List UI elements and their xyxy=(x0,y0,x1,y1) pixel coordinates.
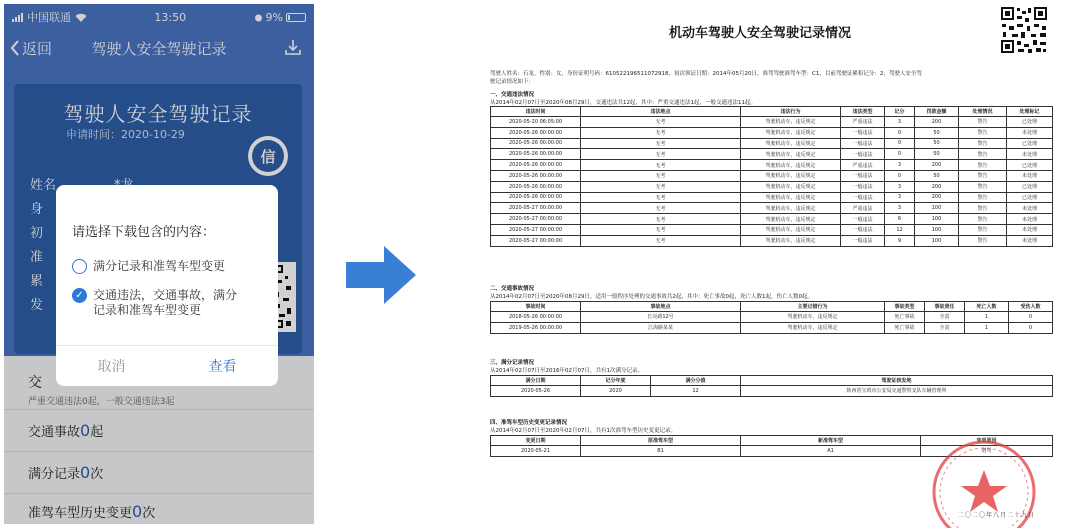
violations-table xyxy=(490,106,1053,247)
accidents-table xyxy=(490,301,1053,334)
violations-cell: 未处理 xyxy=(1007,127,1053,138)
violations-cell: 驾驶机动车，违反规定 xyxy=(741,203,841,214)
table-row xyxy=(491,138,1053,149)
section-2-summary: 从2014年02月07日至2020年08月29日，适用一般程序处理的交通事故共2起，其中：死亡事故0起，死亡人数1起，伤亡人数0起。 xyxy=(490,294,813,300)
violations-cell: 驾驶机动车，违反规定 xyxy=(741,117,841,128)
section-1-heading: 一、交通违法情况 xyxy=(490,92,535,98)
violations-cell: 2020-05-27 00:00:00 xyxy=(491,235,581,246)
accidents-header-cell: 主要过错行为 xyxy=(741,302,885,312)
violations-cell: 一般违法 xyxy=(841,224,885,235)
violations-cell: 一般违法 xyxy=(841,181,885,192)
violations-cell: 警告 xyxy=(959,181,1007,192)
violations-header-cell: 处理情况 xyxy=(959,107,1007,117)
violations-cell: 警告 xyxy=(959,117,1007,128)
accidents-cell: 死亡事故 xyxy=(885,312,925,323)
section-3-summary: 从2014年02月07日至2016年02月07日，共有1次满分记录。 xyxy=(490,368,643,374)
violations-cell: 200 xyxy=(915,192,959,203)
download-options-dialog xyxy=(56,185,278,386)
accidents-cell: 死亡事故 xyxy=(885,322,925,333)
license-change-cell: 2020-05-21 xyxy=(491,446,581,457)
intro-line: 驾驶人姓名：石龙，性别：女，身份证明号码：610522196511072918，初次领证日期：2014年05月20日，准驾驾驶准驾车型：C1，目前驾驶证累积记分：2，驾驶人安全驾 xyxy=(490,71,922,77)
license-change-header-cell: 新准驾车型 xyxy=(741,436,921,446)
violations-cell: 未处理 xyxy=(1007,214,1053,225)
violations-cell: 2020-05-20 06:05:00 xyxy=(491,117,581,128)
cancel-button[interactable]: 取消 xyxy=(97,358,126,375)
accidents-cell: 江海路某某 xyxy=(581,322,741,333)
accidents-header-cell: 死亡人数 xyxy=(965,302,1009,312)
accidents-label: 交通事故 xyxy=(28,425,81,440)
violations-cell: 驾驶机动车，违反规定 xyxy=(741,214,841,225)
violations-subtext: 严重交通违法0起，一般交通违法3起 xyxy=(28,397,175,407)
violations-cell: 驾驶机动车，违反规定 xyxy=(741,149,841,160)
card-field-label: 准 xyxy=(30,250,44,265)
violations-cell: 已处理 xyxy=(1007,138,1053,149)
violations-cell: 无考 xyxy=(581,235,741,246)
violations-cell: 一般违法 xyxy=(841,235,885,246)
violations-header-cell: 违法行为 xyxy=(741,107,841,117)
license-change-cell: B1 xyxy=(581,446,741,457)
violations-cell: 严重违法 xyxy=(841,203,885,214)
violations-cell: 驾驶机动车，违反规定 xyxy=(741,160,841,171)
accidents-cell: 2019-05-26 00:00:00 xyxy=(491,322,581,333)
fullscore-header-cell: 记分年度 xyxy=(581,376,651,386)
violations-cell: 严重违法 xyxy=(841,160,885,171)
violations-cell: 2020-05-27 00:00:00 xyxy=(491,214,581,225)
violations-cell: 2020-05-26 00:00:00 xyxy=(491,160,581,171)
violations-cell: 未处理 xyxy=(1007,224,1053,235)
violations-cell: 2020-05-26 00:00:00 xyxy=(491,149,581,160)
violations-cell: 已处理 xyxy=(1007,192,1053,203)
section-4-heading: 四、准驾车型历史变更记录情况 xyxy=(490,420,568,426)
license-change-header-cell: 原准驾车型 xyxy=(581,436,741,446)
violations-cell: 50 xyxy=(915,138,959,149)
violations-cell: 100 xyxy=(915,224,959,235)
table-row xyxy=(491,149,1053,160)
violations-cell: 100 xyxy=(915,235,959,246)
violations-cell: 12 xyxy=(885,224,915,235)
battery-percent: 9% xyxy=(265,10,283,24)
violations-cell: 2020-05-26 00:00:00 xyxy=(491,192,581,203)
violations-cell: 一般违法 xyxy=(841,127,885,138)
card-field-label: 累 xyxy=(30,274,44,289)
accidents-count: 0 xyxy=(80,421,91,440)
violations-cell: 3 xyxy=(885,117,915,128)
violations-cell: 2020-05-26 00:00:00 xyxy=(491,138,581,149)
violations-cell: 警告 xyxy=(959,214,1007,225)
violations-cell: 警告 xyxy=(959,160,1007,171)
violations-cell: 驾驶机动车，违反规定 xyxy=(741,170,841,181)
violations-cell: 0 xyxy=(885,170,915,181)
violations-header-cell: 违法类型 xyxy=(841,107,885,117)
violations-cell: 无考 xyxy=(581,149,741,160)
card-title: 驾驶人安全驾驶记录 xyxy=(63,102,253,126)
violations-cell: 6 xyxy=(885,214,915,225)
violations-cell: 警告 xyxy=(959,127,1007,138)
accidents-cell: 0 xyxy=(1009,322,1053,333)
violations-cell: 无考 xyxy=(581,224,741,235)
violations-cell: 50 xyxy=(915,170,959,181)
accidents-cell: 长亮路12号 xyxy=(581,312,741,323)
fullscore-cell: 12 xyxy=(651,386,741,397)
violations-cell: 警告 xyxy=(959,192,1007,203)
table-row xyxy=(491,214,1053,225)
section-2-heading: 二、交通事故情况 xyxy=(490,286,535,292)
accidents-header-cell: 事故责任 xyxy=(925,302,965,312)
option-2-label-line1: 交通违法，交通事故，满分 xyxy=(93,288,238,302)
option-fullscore-license[interactable] xyxy=(72,259,225,274)
radio-unchecked-icon[interactable] xyxy=(72,259,87,274)
violations-cell: 警告 xyxy=(959,224,1007,235)
fullscore-label: 满分记录 xyxy=(28,467,81,482)
page-title: 驾驶人安全驾驶记录 xyxy=(91,39,227,58)
violations-cell: 一般违法 xyxy=(841,214,885,225)
view-button[interactable]: 查看 xyxy=(208,358,237,375)
option-1-label: 满分记录和准驾车型变更 xyxy=(93,259,226,273)
option-2-label-line2: 记录和准驾车型变更 xyxy=(93,303,202,317)
fullscore-cell: 2020-05-26 xyxy=(491,386,581,397)
violations-cell: 驾驶机动车，违反规定 xyxy=(741,127,841,138)
violations-cell: 未处理 xyxy=(1007,170,1053,181)
fullscore-unit: 次 xyxy=(90,467,104,482)
card-field-label: 身 xyxy=(30,202,44,217)
violations-cell: 警告 xyxy=(959,138,1007,149)
phone-screen xyxy=(4,4,314,524)
accidents-header-cell: 事故类型 xyxy=(885,302,925,312)
fullscore-header-cell: 满分日期 xyxy=(491,376,581,386)
violations-cell: 3 xyxy=(885,192,915,203)
accidents-cell: 0 xyxy=(1009,312,1053,323)
table-row xyxy=(491,386,1053,397)
table-row xyxy=(491,312,1053,323)
record-document xyxy=(480,2,1070,526)
carrier-label: 中国联通 xyxy=(27,11,71,24)
violations-cell: 一般违法 xyxy=(841,149,885,160)
table-row xyxy=(491,203,1053,214)
violations-cell: 警告 xyxy=(959,235,1007,246)
table-row xyxy=(491,160,1053,171)
violations-cell: 3 xyxy=(885,181,915,192)
accidents-cell: 驾驶机动车，违反规定 xyxy=(741,312,885,323)
accidents-cell: 驾驶机动车，违反规定 xyxy=(741,322,885,333)
violations-cell: 驾驶机动车，违反规定 xyxy=(741,181,841,192)
violations-label: 交 xyxy=(28,375,42,391)
violations-cell: 无考 xyxy=(581,203,741,214)
table-row xyxy=(491,181,1053,192)
violations-cell: 一般违法 xyxy=(841,170,885,181)
violations-cell: 50 xyxy=(915,149,959,160)
violations-cell: 2020-05-26 00:00:00 xyxy=(491,170,581,181)
violations-cell: 100 xyxy=(915,214,959,225)
violations-cell: 警告 xyxy=(959,203,1007,214)
violations-cell: 一般违法 xyxy=(841,138,885,149)
accidents-cell: 1 xyxy=(965,322,1009,333)
violations-header-cell: 违法时间 xyxy=(491,107,581,117)
table-row xyxy=(491,224,1053,235)
right-arrow-icon xyxy=(346,246,416,304)
violations-cell: 2020-05-27 00:00:00 xyxy=(491,224,581,235)
fullscore-header-cell: 满分分值 xyxy=(651,376,741,386)
violations-cell: 已处理 xyxy=(1007,181,1053,192)
violations-cell: 3 xyxy=(885,160,915,171)
table-row xyxy=(491,117,1053,128)
violations-cell: 100 xyxy=(915,203,959,214)
violations-cell: 无考 xyxy=(581,170,741,181)
option-all-records[interactable] xyxy=(72,288,237,318)
document-date: 二〇二〇年八月二十九日 xyxy=(958,512,1036,519)
violations-cell: 警告 xyxy=(959,170,1007,181)
violations-cell: 未处理 xyxy=(1007,235,1053,246)
license-change-unit: 次 xyxy=(142,506,156,521)
violations-cell: 2020-05-27 00:00:00 xyxy=(491,203,581,214)
accidents-header-cell: 事故时间 xyxy=(491,302,581,312)
license-change-label: 准驾车型历史变更 xyxy=(28,506,133,521)
section-3-heading: 三、满分记录情况 xyxy=(490,360,535,366)
violations-cell: 严重违法 xyxy=(841,117,885,128)
violations-cell: 2020-05-26 00:00:00 xyxy=(491,181,581,192)
violations-cell: 驾驶机动车，违反规定 xyxy=(741,224,841,235)
violations-cell: 驾驶机动车，违反规定 xyxy=(741,138,841,149)
violations-cell: 50 xyxy=(915,127,959,138)
violations-header-cell: 违法地点 xyxy=(581,107,741,117)
dialog-title: 请选择下载包含的内容： xyxy=(72,225,216,240)
intro-line: 驶记录情况如下： xyxy=(490,79,535,85)
accidents-header-cell: 受伤人数 xyxy=(1009,302,1053,312)
qr-code-icon xyxy=(1000,6,1048,54)
section-1-summary: 从2014年02月07日至2020年08月29日，交通违法共12起，其中：严重交通违法1起，一般交通违法11起。 xyxy=(490,100,756,106)
table-row xyxy=(491,322,1053,333)
fullscore-count: 0 xyxy=(80,463,91,482)
license-change-header-cell: 变更日期 xyxy=(491,436,581,446)
back-label: 返回 xyxy=(22,39,53,58)
violations-cell: 0 xyxy=(885,127,915,138)
radio-checked-icon[interactable]: ✓ xyxy=(72,288,87,303)
violations-cell: 无考 xyxy=(581,127,741,138)
violations-cell: 一般违法 xyxy=(841,192,885,203)
fullscore-cell: 陕西省宝鸡市公安局交通警察支队车辆管理所 xyxy=(741,386,1053,397)
accidents-cell: 全责 xyxy=(925,322,965,333)
accidents-cell: 1 xyxy=(965,312,1009,323)
table-row xyxy=(491,235,1053,246)
document-intro xyxy=(490,70,1050,86)
violations-cell: 无考 xyxy=(581,214,741,225)
card-field-label: 发 xyxy=(30,298,44,313)
license-change-cell: A1 xyxy=(741,446,921,457)
fullscore-table xyxy=(490,375,1053,397)
violations-cell: 未处理 xyxy=(1007,149,1053,160)
accidents-header-cell: 事故地点 xyxy=(581,302,741,312)
apply-date: 申请时间：2020-10-29 xyxy=(66,128,185,141)
table-row xyxy=(491,170,1053,181)
accidents-cell: 全责 xyxy=(925,312,965,323)
violations-cell: 200 xyxy=(915,160,959,171)
credit-badge-label: 信 xyxy=(252,140,284,172)
violations-cell: 已处理 xyxy=(1007,117,1053,128)
violations-cell: 0 xyxy=(885,149,915,160)
violations-cell: 0 xyxy=(885,138,915,149)
table-row xyxy=(491,192,1053,203)
violations-cell: 无考 xyxy=(581,192,741,203)
violations-cell: 9 xyxy=(885,235,915,246)
accidents-unit: 起 xyxy=(90,425,104,440)
table-row xyxy=(491,127,1053,138)
violations-cell: 3 xyxy=(885,203,915,214)
violations-cell: 200 xyxy=(915,117,959,128)
violations-cell: 驾驶机动车，违反规定 xyxy=(741,192,841,203)
license-change-count: 0 xyxy=(132,502,143,521)
violations-cell: 警告 xyxy=(959,149,1007,160)
card-field-label: 初 xyxy=(30,226,44,241)
violations-cell: 无考 xyxy=(581,117,741,128)
accidents-cell: 2018-05-26 00:00:00 xyxy=(491,312,581,323)
clock: 13:50 xyxy=(154,10,187,24)
violations-header-cell: 处理标记 xyxy=(1007,107,1053,117)
violations-cell: 已处理 xyxy=(1007,160,1053,171)
violations-header-cell: 罚款金额 xyxy=(915,107,959,117)
violations-cell: 2020-05-26 00:00:00 xyxy=(491,127,581,138)
fullscore-header-cell: 驾驶证核发地 xyxy=(741,376,1053,386)
license-change-cell: 增驾 xyxy=(921,446,1053,457)
violations-cell: 未处理 xyxy=(1007,203,1053,214)
section-4-summary: 从2014年02月07日至2020年02月07日，共有1次准驾车型历史变更记录。 xyxy=(490,428,676,434)
violations-cell: 驾驶机动车，违反规定 xyxy=(741,235,841,246)
violations-cell: 200 xyxy=(915,181,959,192)
violations-cell: 无考 xyxy=(581,160,741,171)
violations-cell: 无考 xyxy=(581,181,741,192)
violations-header-cell: 记分 xyxy=(885,107,915,117)
violations-cell: 无考 xyxy=(581,138,741,149)
document-title: 机动车驾驶人安全驾驶记录情况 xyxy=(668,26,851,41)
fullscore-cell: 2020 xyxy=(581,386,651,397)
name-label: 姓名 xyxy=(30,178,57,193)
license-change-header-cell: 变更原因 xyxy=(921,436,1053,446)
